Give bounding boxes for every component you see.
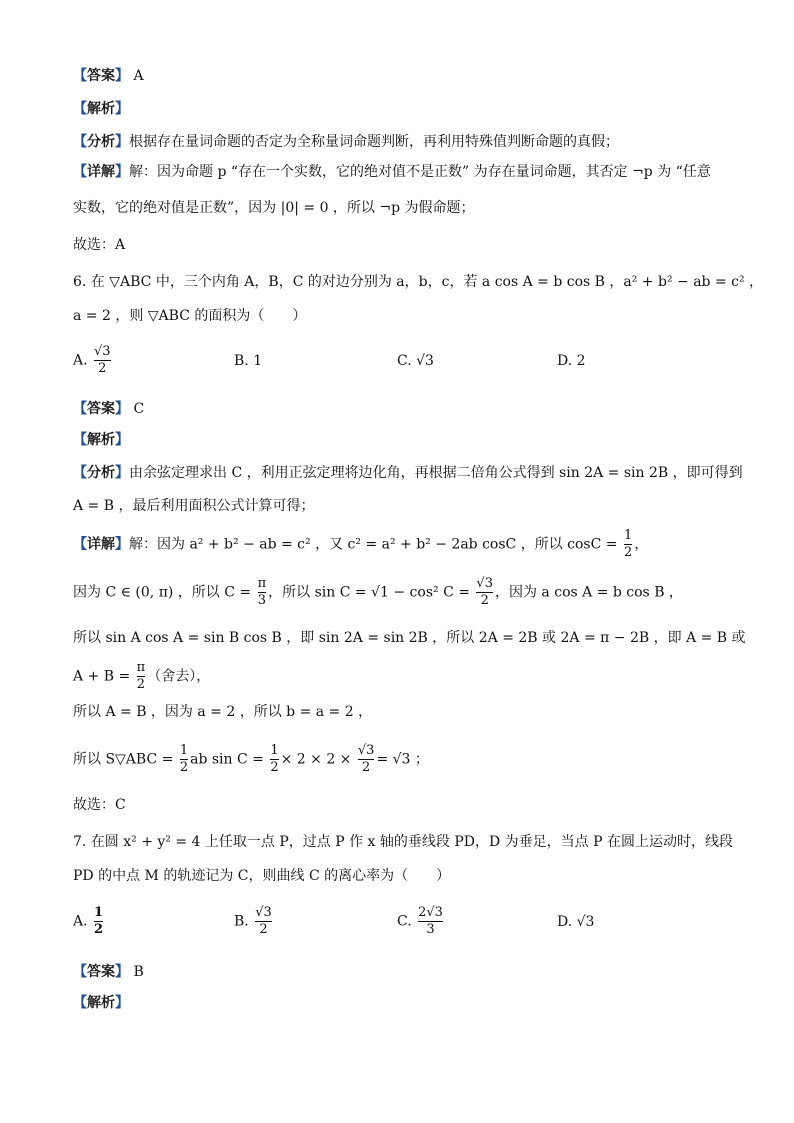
q7-stem-text-2: PD 的中点 M 的轨迹记为 C，则曲线 C 的离心率为（ ） (73, 868, 451, 884)
q6-fenxi-line-1 (73, 463, 743, 483)
answer-tag: 【答案】 (73, 964, 129, 980)
q6-detail-text-6: 所以 S▽ABC = (73, 751, 174, 768)
q7-option-a-label: A. (73, 913, 88, 930)
fenxi-tag: 【分析】 (73, 465, 129, 481)
q6-stem-text-2: a = 2 ，则 ▽ABC 的面积为（ ） (73, 308, 307, 324)
q6-option-a (73, 344, 113, 377)
q5-answer-value: A (133, 68, 144, 84)
q7-option-b-frac (255, 905, 272, 938)
sqrt3-over-2-frac (476, 576, 493, 609)
q7-option-a-den: 2 (94, 922, 104, 937)
q6-fenxi-text-1: 由余弦定理求出 C ，利用正弦定理将边化角，再根据二倍角公式得到 sin 2A = sin 2B ，即可得到 (129, 465, 743, 481)
q5-choose-line (73, 235, 125, 255)
q6-option-a-den: 2 (94, 360, 111, 377)
half-num: 1 (270, 743, 279, 758)
q5-detail-line-2 (73, 198, 475, 218)
half-num: 1 (623, 528, 633, 543)
q6-option-a-label: A. (73, 352, 88, 369)
q6-detail-text-2c: ，因为 a cos A = b cos B ， (494, 584, 683, 601)
q5-analysis-tag-line (73, 99, 129, 119)
q6-detail-text-4b: （舍去）， (147, 668, 211, 685)
q5-answer-line (73, 66, 144, 86)
q6-detail-text-3: 所以 sin A cos A = sin B cos B ，即 sin 2A = sin 2B ，所以 2A = 2B 或 2A = π − 2B ，即 A = B 或 (73, 630, 746, 646)
q6-option-b (234, 353, 262, 369)
two-den: 2 (136, 677, 146, 692)
sqrt3-over-2-frac (358, 743, 375, 776)
answer-tag: 【答案】 (73, 401, 129, 417)
q6-stem-text-1: 6. 在 ▽ABC 中，三个内角 A，B，C 的对边分别为 a，b，c，若 a cos A = b cos B ，a² + b² − ab = c² ， (73, 274, 764, 290)
q7-option-b (234, 905, 274, 938)
q5-detail-text-1: 解：因为命题 p “存在一个实数，它的绝对值不是正数” 为存在量词命题，其否定 ¬p 为 “任意 (129, 164, 711, 180)
q6-detail-text-6b: ab sin C = (190, 751, 264, 768)
q7-stem-line-2 (73, 866, 450, 886)
q6-detail-text-1: 解：因为 a² + b² − ab = c² ，又 c² = a² + b² − 2ab cosC ，所以 cosC = (129, 536, 618, 553)
q7-answer-line (73, 962, 144, 982)
q6-fenxi-text-2: A = B ，最后利用面积公式计算可得； (73, 498, 315, 514)
q6-detail-text-5: 所以 A = B ，因为 a = 2 ，所以 b = a = 2 ， (73, 704, 373, 720)
sqrt3-num: √3 (357, 743, 375, 758)
sqrt3-num: √3 (476, 576, 493, 591)
half-den: 2 (179, 760, 189, 775)
fenxi-tag: 【分析】 (73, 134, 129, 150)
q6-detail-text-2b: ，所以 sin C = (268, 584, 367, 601)
q6-detail-line-2 (73, 576, 683, 609)
half-frac (624, 528, 632, 561)
q6-choose-line (73, 795, 126, 815)
q6-detail-text-4: A + B = (73, 668, 131, 685)
half-frac-2 (270, 743, 278, 776)
q7-option-b-label: B. (234, 913, 249, 930)
q7-answer-value: B (133, 964, 144, 980)
q6-option-c-value: √3 (416, 353, 434, 369)
detail-tag: 【详解】 (73, 536, 129, 553)
q7-option-c (397, 905, 445, 938)
q5-choose-text: 故选：A (73, 237, 126, 253)
three-den: 3 (257, 593, 267, 608)
q6-detail-line-1: 【详解】解：因为 a² + b² − ab = c² ，又 c² = a² + b² − 2ab cosC ，所以 cosC = $\frac{1}{2}$ ， (73, 528, 649, 560)
two-den: 2 (358, 759, 375, 776)
q7-option-c-frac (418, 905, 443, 938)
analysis-tag: 【解析】 (73, 101, 129, 117)
q6-detail-line-5 (73, 702, 372, 722)
half-den: 2 (270, 760, 279, 775)
pi-num: π (257, 576, 267, 591)
q5-detail-line-1 (73, 162, 711, 182)
q7-option-c-label: C. (397, 913, 412, 930)
q7-option-a (73, 905, 105, 938)
pi-over-2-frac (137, 660, 146, 693)
pi-num: π (136, 660, 146, 675)
q7-option-a-frac (94, 905, 103, 938)
q5-detail-text-2: 实数，它的绝对值是正数”，因为 |0| = 0 ，所以 ¬p 为假命题； (73, 200, 475, 216)
q6-option-c-label: C. (397, 353, 412, 369)
q6-detail-line-6 (73, 743, 429, 776)
answer-tag: 【答案】 (73, 68, 129, 84)
q6-option-d-text: D. 2 (557, 353, 586, 369)
q6-option-c (397, 353, 434, 369)
analysis-tag: 【解析】 (73, 432, 129, 448)
q6-detail-line-3 (73, 628, 746, 648)
q7-stem-text-1: 7. 在圆 x² + y² = 4 上任取一点 P，过点 P 作 x 轴的垂线段 PD，D 为垂足，当点 P 在圆上运动时，线段 (73, 834, 733, 850)
q7-option-d (557, 914, 594, 930)
q6-detail-text-6d: = √3 ； (376, 751, 429, 768)
q6-option-d (557, 353, 586, 369)
q7-stem-line-1 (73, 832, 733, 852)
sqrt-expression: √1 − cos² C = (371, 584, 470, 601)
half-den: 2 (623, 545, 633, 560)
pi-over-3-frac (258, 576, 267, 609)
q6-analysis-tag-line (73, 430, 129, 450)
q6-answer-value: C (133, 401, 145, 417)
half-num: 1 (179, 743, 189, 758)
q7-option-c-den: 3 (418, 921, 443, 938)
q7-option-a-num: 1 (94, 905, 104, 920)
q5-fenxi-line (73, 132, 619, 152)
q7-option-d-label: D. (557, 914, 573, 930)
q6-stem-line-1 (73, 272, 763, 292)
q7-analysis-tag-line (73, 993, 129, 1013)
q6-detail-text-2: 因为 C ∈ (0, π) ，所以 C = (73, 584, 252, 601)
q6-detail-text-6c: × 2 × 2 × (280, 751, 352, 768)
two-den: 2 (476, 592, 493, 609)
q6-fenxi-line-2 (73, 496, 314, 516)
q7-option-d-value: √3 (576, 914, 595, 930)
q7-option-b-den: 2 (255, 921, 272, 938)
analysis-tag: 【解析】 (73, 995, 129, 1011)
detail-tag: 【详解】 (73, 164, 129, 180)
half-frac (180, 743, 188, 776)
q6-choose-text: 故选：C (73, 797, 126, 813)
q6-stem-line-2 (73, 306, 306, 326)
q6-option-a-num: √3 (94, 344, 111, 359)
q6-option-a-frac (94, 344, 111, 377)
q6-answer-line (73, 399, 144, 419)
q7-option-c-num: 2√3 (418, 905, 443, 920)
q7-option-b-num: √3 (255, 905, 272, 920)
q5-fenxi-text: 根据存在量词命题的否定为全称量词命题判断，再利用特殊值判断命题的真假； (129, 134, 619, 150)
q6-option-b-text: B. 1 (234, 353, 263, 369)
q6-detail-line-4 (73, 660, 210, 693)
